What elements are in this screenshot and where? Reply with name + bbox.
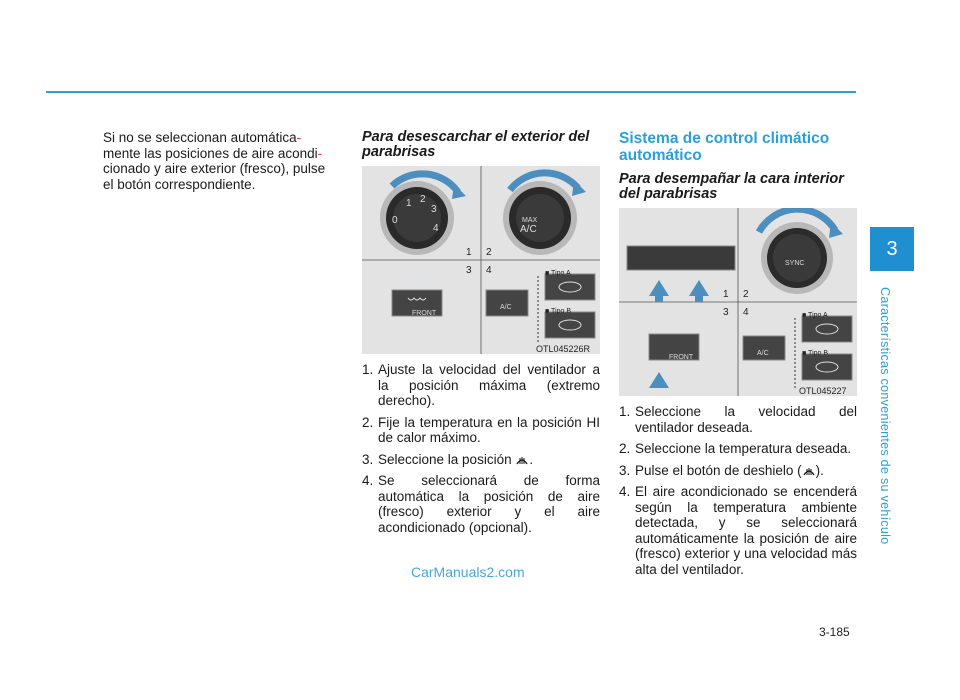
list-item: 2. Fije la temperatura en la posición HI de calor máximo. bbox=[362, 414, 600, 445]
dial-max-label: MAX bbox=[522, 217, 538, 224]
list-item: 1. Ajuste la velocidad del ventilador a la posición máxima (extremo derecho). bbox=[362, 362, 600, 408]
intro-paragraph: Si no se seleccionan automática- mente las posiciones de aire acondi- cionado y aire exterior (fresco), pulse el botón correspondiente. bbox=[103, 130, 326, 192]
watermark-link[interactable]: CarManuals2.com bbox=[411, 564, 525, 580]
tipo-b-label: ■ Tipo B bbox=[545, 308, 572, 315]
quadrant-3: 3 bbox=[466, 265, 472, 276]
dial-mark-3: 3 bbox=[431, 204, 437, 215]
hyphen-mark: - bbox=[317, 145, 323, 161]
defrost-exterior-section bbox=[362, 130, 600, 541]
front-button-label: FRONT bbox=[669, 354, 694, 361]
chapter-side-title: Características convenientes de su vehículo bbox=[878, 287, 892, 545]
climate-section-title: Sistema de control climático automático bbox=[619, 130, 830, 164]
defrost-exterior-subtitle: Para desescarchar el exterior del parabrisas bbox=[362, 129, 590, 160]
figure-code: OTL045226R bbox=[536, 344, 591, 354]
tipo-b-label: ■ Tipo B bbox=[802, 350, 829, 357]
ac-button-label: A/C bbox=[757, 350, 769, 357]
quadrant-3: 3 bbox=[723, 307, 729, 318]
list-item: 4. El aire acondicionado se encenderá según la temperatura ambiente detectada, y se seleccionará automáticamente la posición de aire (fresco) exterior y una velocidad más alta del ventilador. bbox=[619, 484, 857, 577]
header-rule bbox=[46, 91, 856, 93]
quadrant-4: 4 bbox=[743, 307, 749, 318]
defrost-icon bbox=[802, 465, 816, 477]
hyphen-mark: - bbox=[296, 130, 302, 145]
list-item: 2. Seleccione la temperatura deseada. bbox=[619, 441, 852, 456]
sync-label: SYNC bbox=[785, 260, 805, 267]
climate-section bbox=[619, 130, 857, 583]
dial-mark-0: 0 bbox=[392, 215, 398, 226]
figure-code: OTL045227 bbox=[799, 386, 847, 396]
defrost-exterior-illustration bbox=[362, 166, 600, 354]
front-button-label: FRONT bbox=[412, 310, 437, 317]
dial-mark-4: 4 bbox=[433, 223, 439, 234]
quadrant-4: 4 bbox=[486, 265, 492, 276]
tipo-a-label: ■ Tipo A bbox=[802, 312, 828, 319]
dial-mark-2: 2 bbox=[420, 194, 426, 205]
list-item: 3. Pulse el botón de deshielo ( ). bbox=[619, 462, 824, 478]
list-item: 3. Seleccione la posición . bbox=[362, 451, 534, 467]
climate-steps bbox=[619, 404, 857, 577]
climate-illustration bbox=[619, 208, 857, 396]
climate-subtitle: Para desempañar la cara interior del parabrisas bbox=[619, 171, 844, 202]
dial-mark-1: 1 bbox=[406, 198, 412, 209]
page-number: 3-185 bbox=[819, 625, 850, 639]
quadrant-1: 1 bbox=[466, 247, 472, 258]
tipo-a-label: ■ Tipo A bbox=[545, 270, 571, 277]
ac-button-label: A/C bbox=[500, 304, 512, 311]
climate-figure bbox=[619, 208, 857, 396]
quadrant-1: 1 bbox=[723, 289, 729, 300]
defrost-icon bbox=[515, 454, 529, 466]
dial-ac-label: A/C bbox=[520, 224, 537, 235]
quadrant-2: 2 bbox=[743, 289, 749, 300]
defrost-exterior-steps bbox=[362, 362, 600, 535]
quadrant-2: 2 bbox=[486, 247, 492, 258]
chapter-number-badge: 3 bbox=[870, 227, 914, 271]
defrost-exterior-figure bbox=[362, 166, 600, 354]
list-item: 4. Se seleccionará de forma automática la posición de aire (fresco) exterior y el aire acondicionado (opcional). bbox=[362, 473, 600, 535]
list-item: 1. Seleccione la velocidad del ventilador deseada. bbox=[619, 404, 857, 435]
